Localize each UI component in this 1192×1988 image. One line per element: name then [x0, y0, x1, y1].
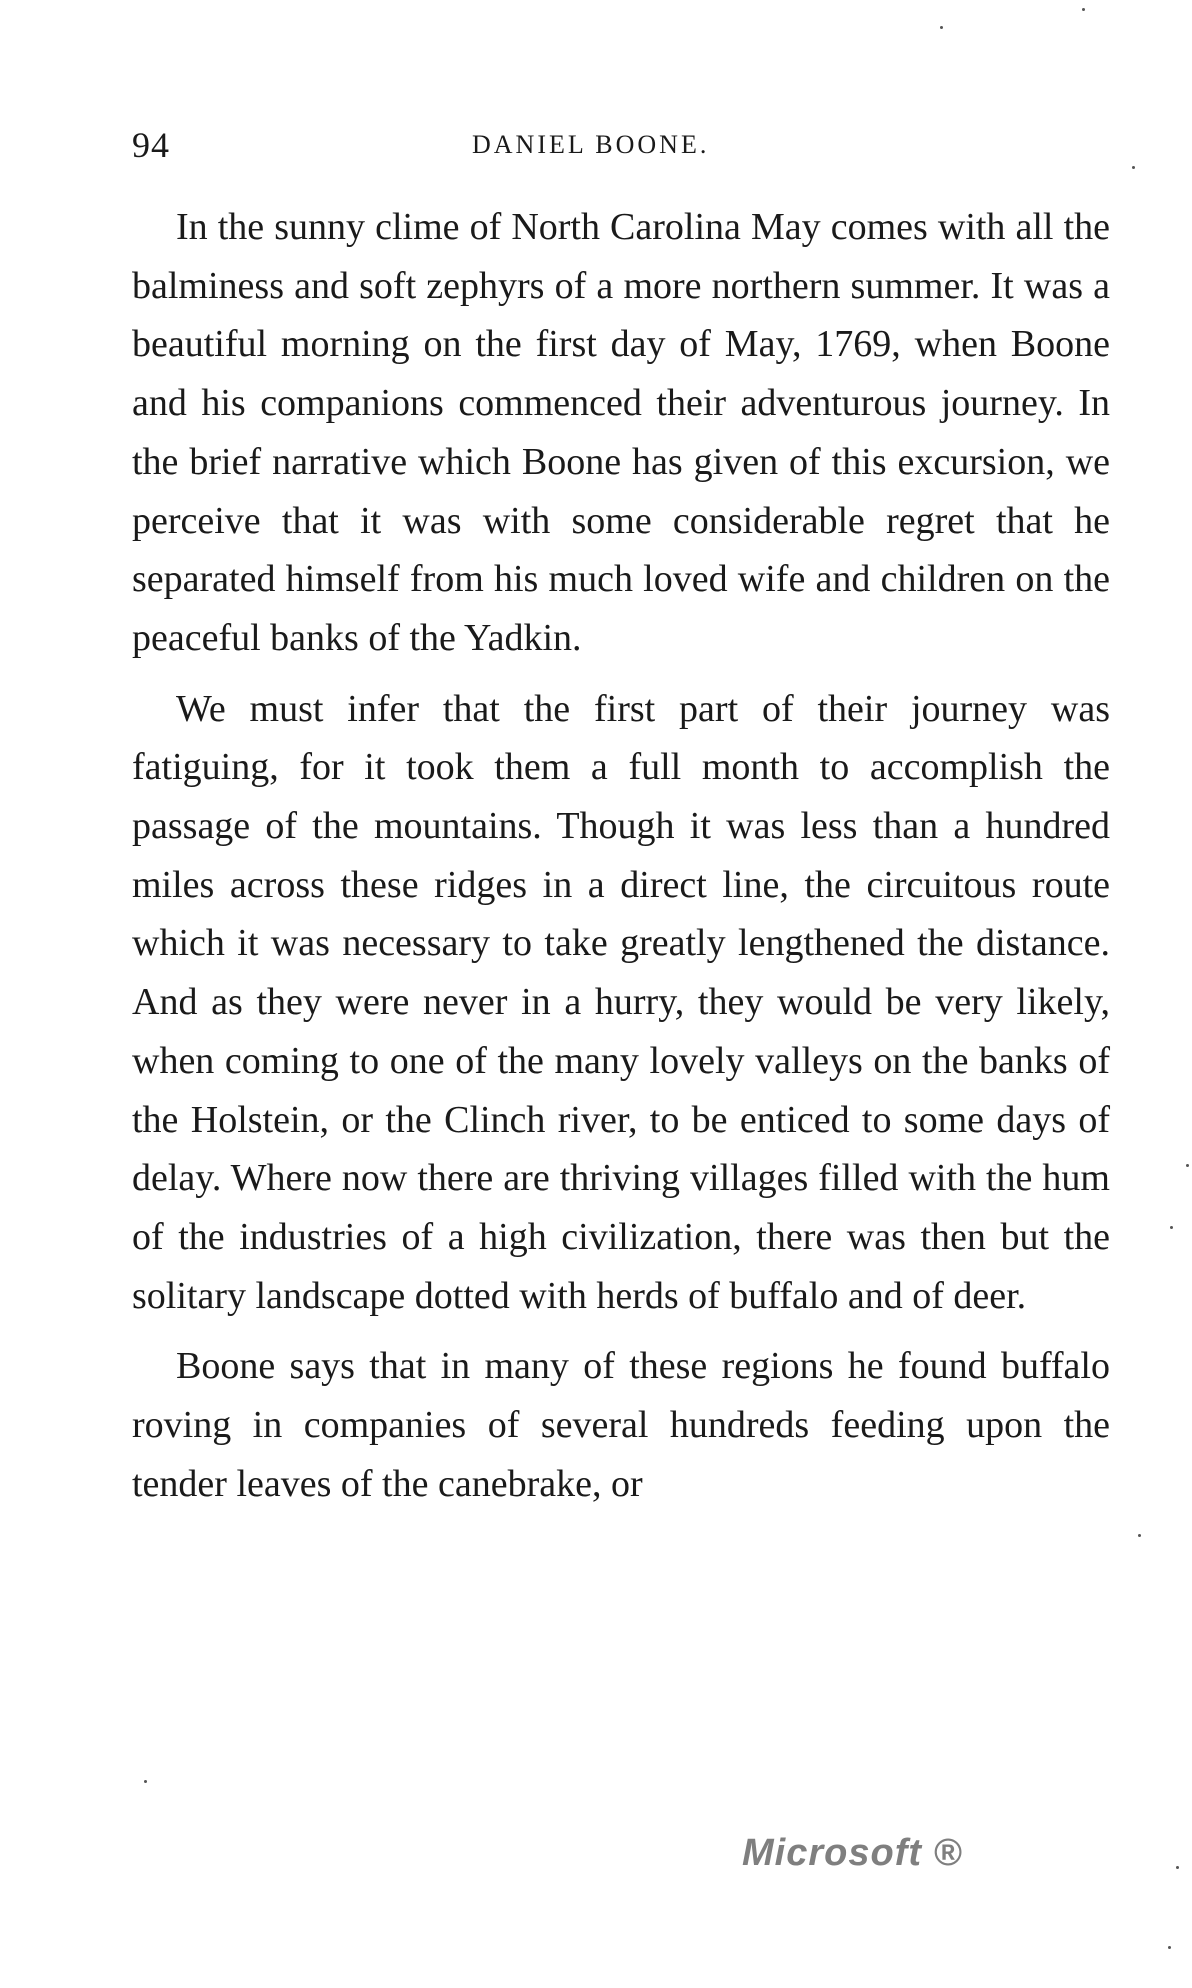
- digitizer-watermark: Microsoft ®: [742, 1832, 963, 1874]
- paragraph-2: We must infer that the first part of their journey was fatiguing, for it took them a full month to accomplish the passage of the mountains. Though it was less than a hundred miles across these ridges in a direct line, the circuitous route which it was necessary to take greatly lengthened the distance. And as they were never in a hurry, they would be very likely, when coming to one of the many lovely valleys on the banks of the Holstein, or the Clinch river, to be enticed to some days of delay. Where now there are thriving villages filled with the hum of the industries of a high civilization, there was then but the solitary landscape dotted with herds of buffalo and of deer.: [132, 687, 1110, 1317]
- scan-speck: [1168, 1946, 1171, 1949]
- scan-speck: [144, 1780, 147, 1783]
- scan-speck: [1138, 1534, 1141, 1537]
- scan-speck: [1176, 1866, 1179, 1869]
- page-header: [132, 124, 1062, 174]
- body-text: [132, 198, 1110, 1525]
- page-number: 94: [132, 125, 170, 165]
- scan-speck: [1132, 166, 1135, 169]
- scan-speck: [1170, 1226, 1173, 1229]
- scan-speck: [940, 26, 943, 29]
- scan-speck: [1082, 8, 1085, 11]
- scan-speck: [1186, 1164, 1189, 1167]
- paragraph-1: In the sunny clime of North Carolina May comes with all the balminess and soft zephyrs of a more northern summer. It was a beautiful morning on the first day of May, 1769, when Boone and his companions commenced their adventurous journey. In the brief narrative which Boone has given of this excursion, we perceive that it was with some considerable regret that he separated himself from his much loved wife and children on the peaceful banks of the Yadkin.: [132, 206, 1110, 659]
- running-head: DANIEL BOONE.: [472, 130, 710, 159]
- paragraph-3: Boone says that in many of these regions he found buffalo roving in companies of several hundreds feeding upon the tender leaves of the canebrake, or: [132, 1345, 1110, 1505]
